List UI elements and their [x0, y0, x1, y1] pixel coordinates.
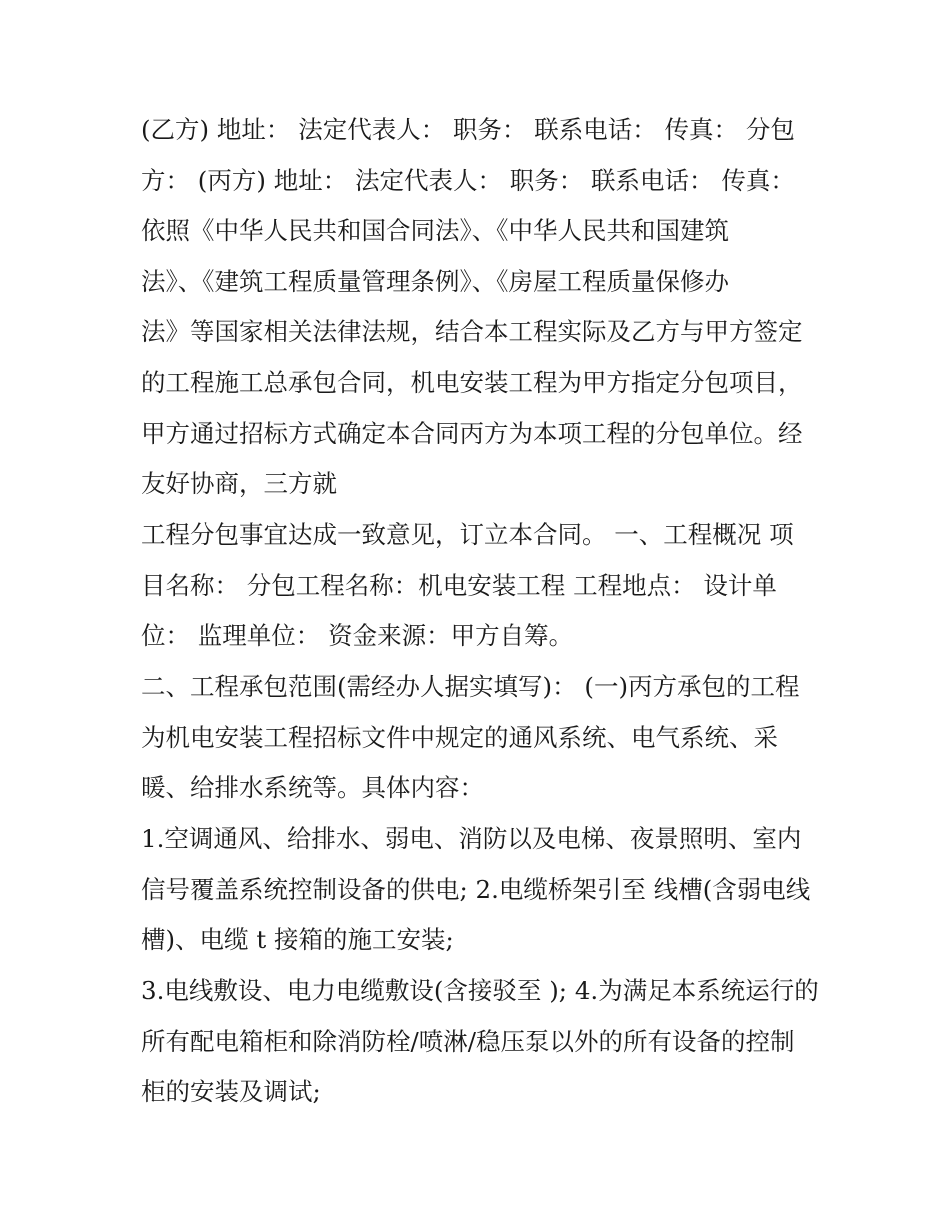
- text-line: 所有配电箱柜和除消防栓/喷淋/稳压泵以外的所有设备的控制: [141, 1027, 795, 1056]
- text-line: 信号覆盖系统控制设备的供电; 2.电缆桥架引至 线槽(含弱电线: [141, 875, 811, 904]
- text-line: 方： (丙方) 地址： 法定代表人： 职务： 联系电话： 传真：: [141, 166, 795, 195]
- text-line: 工程分包事宜达成一致意见，订立本合同。 一、工程概况 项: [141, 520, 794, 549]
- text-line: 目名称： 分包工程名称：机电安装工程 工程地点： 设计单: [141, 571, 777, 600]
- text-line: 法》等国家相关法律法规，结合本工程实际及乙方与甲方签定: [141, 317, 803, 346]
- text-line: 1.空调通风、给排水、弱电、消防以及电梯、夜景照明、室内: [141, 824, 802, 853]
- text-line: 甲方通过招标方式确定本合同丙方为本项工程的分包单位。经: [141, 419, 803, 448]
- text-line: 的工程施工总承包合同，机电安装工程为甲方指定分包项目，: [141, 368, 803, 397]
- text-line: 二、工程承包范围(需经办人据实填写)： (一)丙方承包的工程: [141, 672, 800, 701]
- text-line: 法》、《建筑工程质量管理条例》、《房屋工程质量保修办: [141, 267, 729, 296]
- text-line: 暖、给排水系统等。具体内容：: [141, 773, 484, 802]
- text-line: 柜的安装及调试;: [141, 1077, 321, 1106]
- text-line: 为机电安装工程招标文件中规定的通风系统、电气系统、采: [141, 723, 778, 752]
- text-line: 位： 监理单位： 资金来源：甲方自筹。: [141, 621, 574, 650]
- text-line: 槽)、电缆 t 接箱的施工安装;: [141, 925, 454, 954]
- text-line: 友好协商，三方就: [141, 469, 337, 498]
- text-line: 依照《中华人民共和国合同法》、《中华人民共和国建筑: [141, 216, 729, 245]
- text-line: 3.电线敷设、电力电缆敷设(含接驳至 ); 4.为满足本系统运行的: [141, 976, 819, 1005]
- text-line: (乙方) 地址： 法定代表人： 职务： 联系电话： 传真： 分包: [141, 115, 795, 144]
